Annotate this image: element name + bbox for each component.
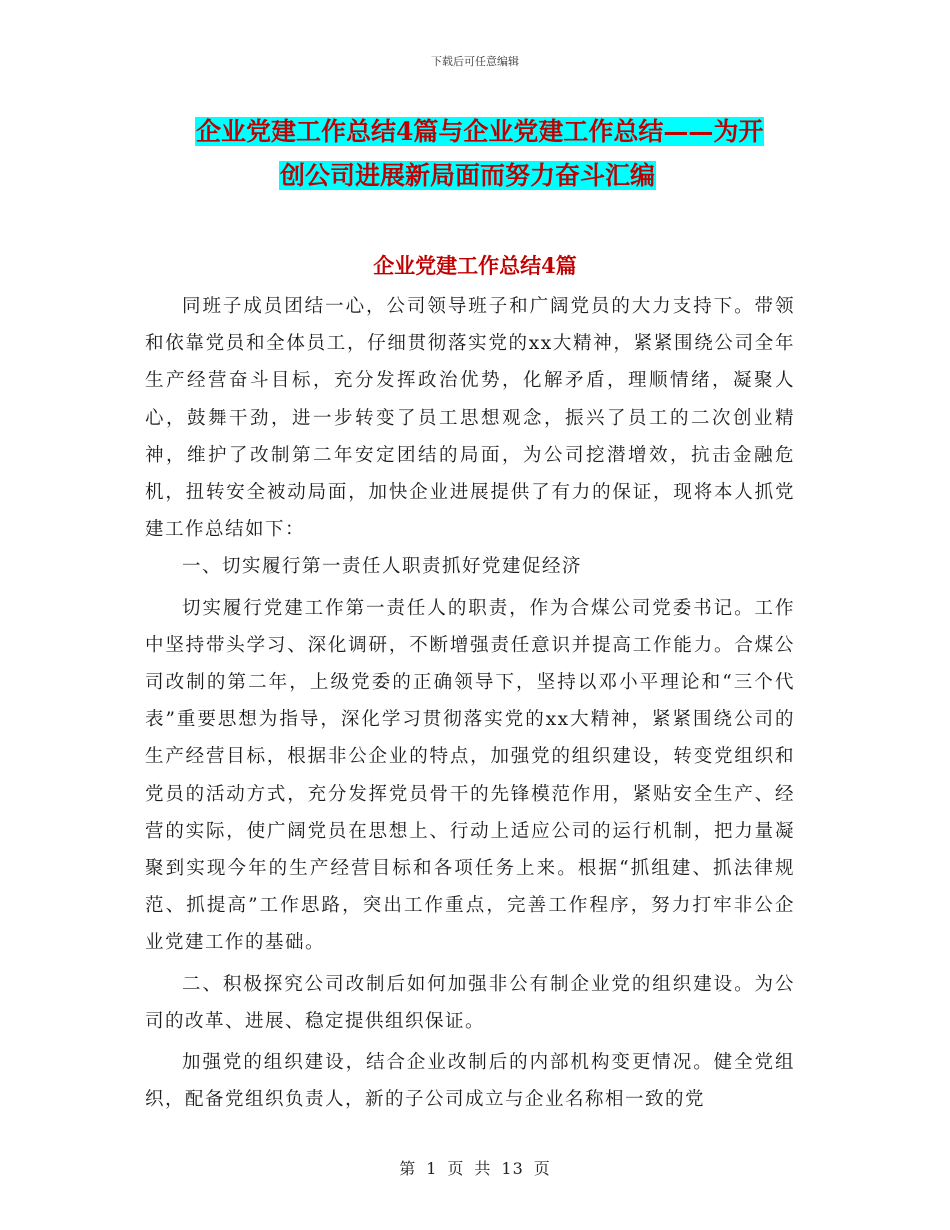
footer-total-pages: 13	[501, 1159, 524, 1178]
title-line-2	[279, 156, 810, 196]
document-title	[140, 112, 810, 196]
footer-suffix: 页	[533, 1159, 551, 1178]
body-text	[145, 288, 795, 1118]
footer-page-label: 页	[447, 1159, 465, 1178]
footer-page-number: 1	[426, 1159, 438, 1178]
title-line-2-text: 创公司进展新局面而努力奋斗汇编	[280, 161, 656, 190]
footer-total-label: 共	[474, 1159, 492, 1178]
page-footer	[0, 1156, 950, 1179]
paragraph-1: 同班子成员团结一心，公司领导班子和广阔党员的大力支持下。带领和依靠党员和全体员工，仔细贯彻落实党的xx大精神，紧紧围绕公司全年生产经营奋斗目标，充分发挥政治优势，化解矛盾，理顺情绪，凝聚人心，鼓舞干劲，进一步转变了员工思想观念，振兴了员工的二次创业精神，维护了改制第二年安定团结的局面，为公司挖潜增效，抗击金融危机，扭转安全被动局面，加快企业进展提供了有力的保证，现将本人抓党建工作总结如下：	[145, 296, 795, 541]
paragraph-5: 加强党的组织建设，结合企业改制后的内部机构变更情况。健全党组织，配备党组织负责人，新的子公司成立与企业名称相一致的党	[145, 1052, 795, 1111]
section-subtitle: 企业党建工作总结4篇	[373, 253, 577, 278]
paragraph-4: 二、积极探究公司改制后如何加强非公有制企业党的组织建设。为公司的改革、进展、稳定提供组织保证。	[145, 973, 795, 1032]
title-line-1	[195, 112, 810, 152]
header-note: 下载后可任意编辑	[431, 55, 519, 68]
title-line-1-text: 企业党建工作总结4篇与企业党建工作总结——为开	[196, 117, 764, 146]
footer-prefix: 第	[399, 1159, 417, 1178]
paragraph-2: 一、切实履行第一责任人职责抓好党建促经济	[182, 556, 583, 578]
paragraph-3: 切实履行党建工作第一责任人的职责，作为合煤公司党委书记。工作中坚持带头学习、深化调研，不断增强责任意识并提高工作能力。合煤公司改制的第二年，上级党委的正确领导下，坚持以邓小平理论和“三个代表”重要思想为指导，深化学习贯彻落实党的xx大精神，紧紧围绕公司的生产经营目标，根据非公企业的特点，加强党的组织建设，转变党组织和党员的活动方式，充分发挥党员骨干的先锋模范作用，紧贴安全生产、经营的实际，使广阔党员在思想上、行动上适应公司的运行机制，把力量凝聚到实现今年的生产经营目标和各项任务上来。根据“抓组建、抓法律规范、抓提高”工作思路，突出工作重点，完善工作程序，努力打牢非公企业党建工作的基础。	[145, 597, 795, 954]
